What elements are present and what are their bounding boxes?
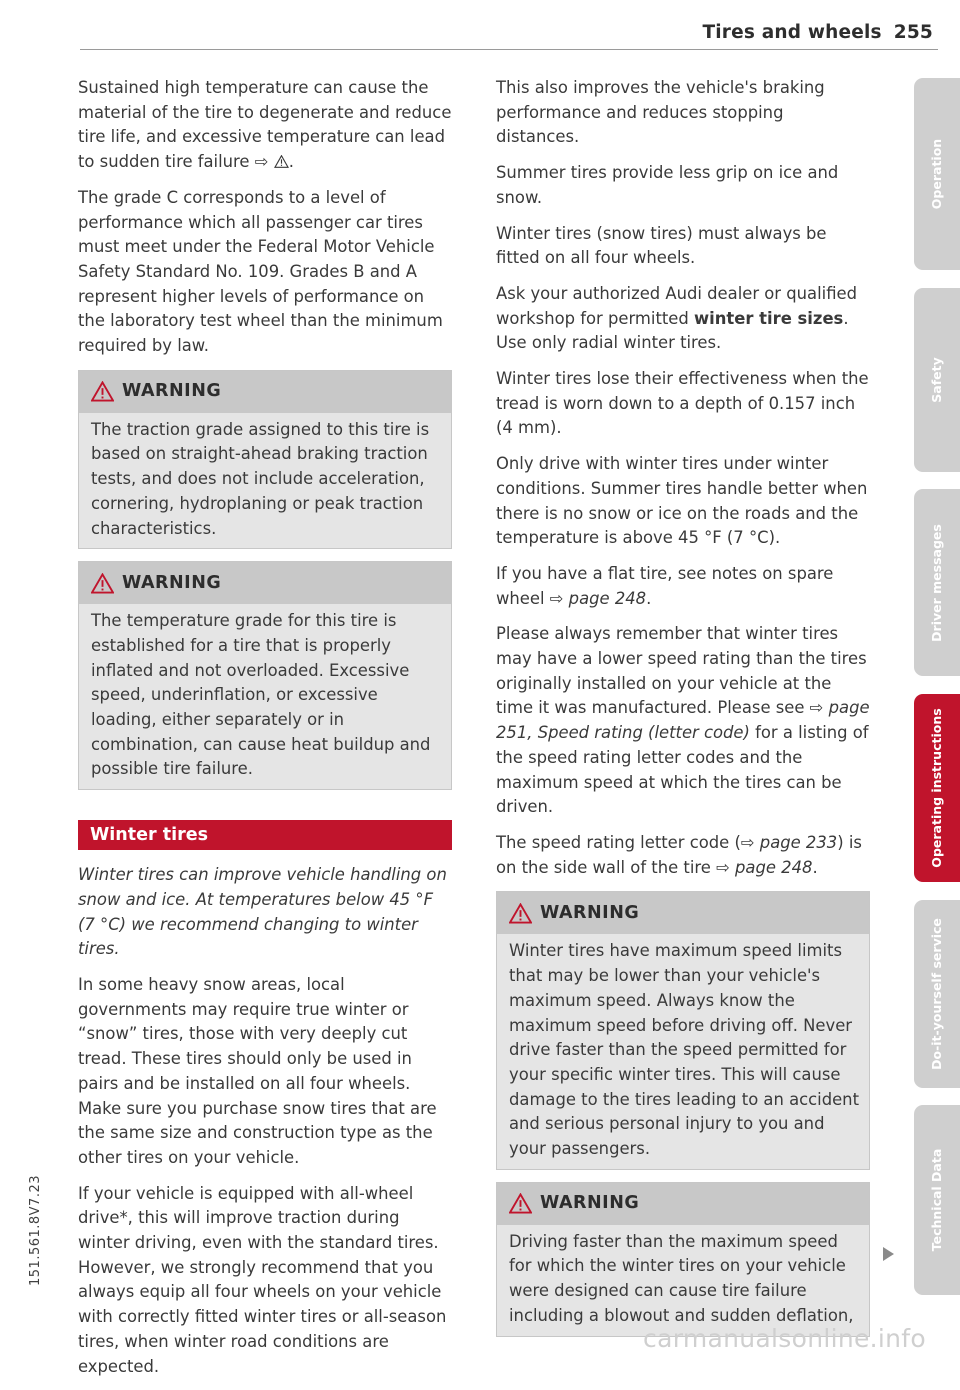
watermark: carmanualsonline.info (643, 1324, 926, 1353)
paragraph: This also improves the vehicle's braking performance and reduces stopping distances. (496, 78, 825, 147)
warning-triangle-icon (274, 155, 289, 168)
warning-box (78, 370, 452, 550)
side-tab-safety[interactable] (914, 288, 960, 472)
side-tab-label: Safety (929, 357, 944, 403)
paragraph: In some heavy snow areas, local governments may require true winter or “snow” tires, those with very deeply cut tread. These tires should only be used in pairs and be installed on all four wheels. Make sure you purchase snow tires that are the same size and construction type as the other tires on your vehicle. (78, 974, 437, 1167)
warning-icon (509, 903, 532, 924)
warning-text: The traction grade assigned to this tire is based on straight-ahead braking traction tests, and does not include acceleration, cornering, hydroplaning or peak traction characteristics. (91, 419, 430, 538)
warning-title: WARNING (540, 1193, 640, 1214)
paragraph: Summer tires provide less grip on ice and snow. (496, 163, 839, 207)
paragraph: Winter tires lose their effectiveness when the tread is worn down to a depth of 0.157 inch (4 mm). (496, 369, 869, 438)
emphasis: winter tire sizes (694, 308, 844, 328)
running-head (702, 22, 933, 43)
side-tab-label: Operating instructions (929, 708, 944, 868)
section-intro: Winter tires can improve vehicle handling on snow and ice. At temperatures below 45 °F (7 °C) we recommend changing to winter tires. (78, 865, 447, 959)
side-tab-label: Operation (929, 138, 944, 210)
page-number: 255 (893, 22, 933, 43)
page-link[interactable]: ⇨ page 248 (549, 588, 647, 608)
warning-reference[interactable]: ⇨ (255, 152, 289, 171)
side-tab-operating-instructions[interactable] (914, 694, 960, 882)
side-tab-driver-messages[interactable] (914, 489, 960, 676)
warning-icon (91, 573, 114, 594)
warning-header (497, 892, 869, 934)
warning-icon (509, 1193, 532, 1214)
side-tab-operation[interactable] (914, 78, 960, 270)
paragraph: Winter tires (snow tires) must always be fitted on all four wheels. (496, 223, 827, 268)
side-tab-label: Do-it-yourself service (929, 918, 944, 1070)
paragraph: Please always remember that winter tires may have a lower speed rating than the tires originally installed on your vehicle at the time it was manufactured. Please see ⇨ page 251, Speed rating (letter code) for a listing of the speed rating letter codes and the maximum speed at which the tires can be driven. (496, 624, 870, 817)
side-tab-do-it-yourself-service[interactable] (914, 900, 960, 1088)
page-link[interactable]: ⇨ page 251, Speed rating (letter code) (496, 698, 870, 743)
paragraph: The grade C corresponds to a level of performance which all passenger car tires must meet under the Federal Motor Vehicle Safety Standard No. 109. Grades B and A represent higher levels of performance on the laboratory test wheel than the minimum required by law. (78, 187, 443, 356)
right-column (496, 76, 870, 1349)
warning-text: Winter tires have maximum speed limits that may be lower than your vehicle's maximum speed. Always know the maximum speed before driving off. Never drive faster than the speed permitted for your specific winter tires. This will cause damage to the tires leading to an accident and serious personal injury to you and your passengers. (509, 941, 859, 1159)
page-link[interactable]: ⇨ page 233 (740, 832, 838, 852)
warning-title: WARNING (122, 381, 222, 402)
paragraph: If you have a flat tire, see notes on spare wheel ⇨ page 248. (496, 563, 834, 608)
side-tab-label: Driver messages (929, 523, 944, 642)
paragraph: Sustained high temperature can cause the material of the tire to degenerate and reduce tire life, and excessive temperature can lead to sudden tire failure ⇨ . (78, 78, 452, 172)
warning-icon (91, 381, 114, 402)
page-link[interactable]: ⇨ page 248 (716, 857, 813, 877)
paragraph: Ask your authorized Audi dealer or qualified workshop for permitted winter tire sizes. Use only radial winter tires. (496, 283, 858, 353)
warning-header (497, 1183, 869, 1225)
section-heading: Winter tires (78, 820, 452, 850)
warning-title: WARNING (122, 572, 222, 593)
side-tab-label: Technical Data (929, 1148, 944, 1252)
continue-arrow-icon (883, 1247, 894, 1261)
document-code: 151.561.8V7.23 (28, 1175, 43, 1286)
paragraph: If your vehicle is equipped with all-wheel drive*, this will improve traction during winter driving, even with the standard tires. However, we strongly recommend that you always equip all four wheels on your vehicle with correctly fitted winter tires or all-season tires, when winter road conditions are expected. (78, 1183, 447, 1376)
warning-text: Driving faster than the maximum speed for which the winter tires on your vehicle were designed can cause tire failure including a blowout and sudden deflation, (509, 1231, 854, 1325)
side-tab-technical-data[interactable] (914, 1105, 960, 1295)
paragraph: Only drive with winter tires under winter conditions. Summer tires handle better when there is no snow or ice on the roads and the temperature is above 45 °F (7 °C). (496, 454, 868, 548)
left-column (78, 76, 452, 1390)
warning-title: WARNING (540, 903, 640, 924)
warning-text: The temperature grade for this tire is established for a tire that is properly inflated and not overloaded. Excessive speed, underinflation, or excessive loading, either separately or in combination, can cause heat buildup and possible tire failure. (91, 611, 431, 779)
header-rule (80, 49, 938, 50)
warning-box (78, 561, 452, 790)
warning-box (496, 1182, 870, 1337)
section-title: Tires and wheels (702, 22, 882, 43)
warning-header (79, 371, 451, 413)
warning-header (79, 562, 451, 604)
paragraph: The speed rating letter code (⇨ page 233) is on the side wall of the tire ⇨ page 248. (496, 832, 862, 877)
warning-box (496, 891, 870, 1169)
